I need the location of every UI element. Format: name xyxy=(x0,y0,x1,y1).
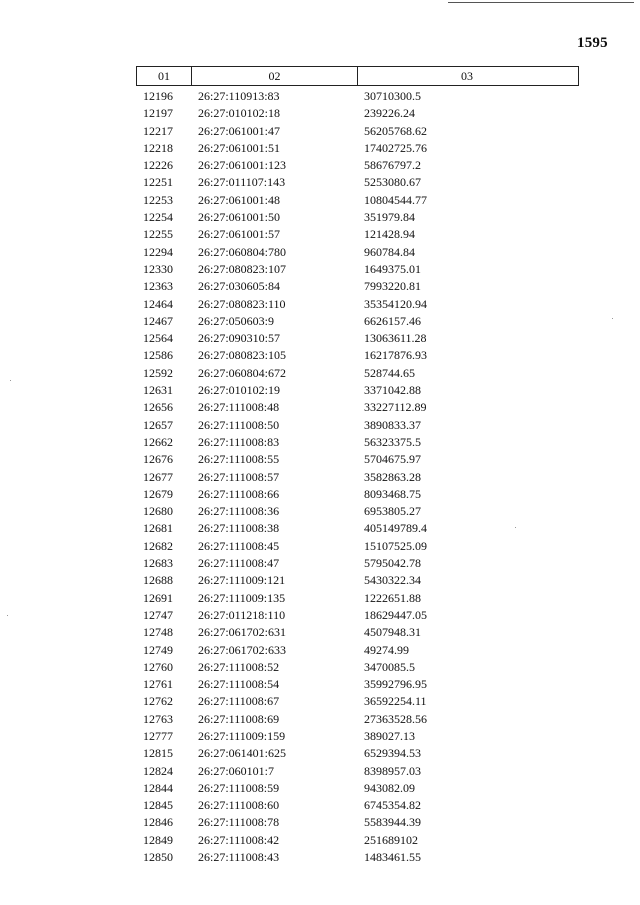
value: 121428.94 xyxy=(364,227,415,242)
cadastral-number: 26:27:061001:123 xyxy=(198,158,287,173)
table-row xyxy=(0,88,640,105)
cadastral-number: 26:27:111008:54 xyxy=(198,677,280,692)
cadastral-number: 26:27:061001:57 xyxy=(198,227,281,242)
value: 27363528.56 xyxy=(364,711,427,726)
scan-speck xyxy=(515,527,516,528)
value: 56323375.5 xyxy=(364,434,421,449)
row-id: 12683 xyxy=(143,556,173,571)
table-row xyxy=(0,659,640,676)
table-row xyxy=(0,347,640,364)
table-row xyxy=(0,330,640,347)
value: 943082.09 xyxy=(364,780,415,795)
cadastral-number: 26:27:061001:47 xyxy=(198,123,281,138)
value: 5704675.97 xyxy=(364,452,421,467)
cadastral-number: 26:27:111009:121 xyxy=(198,573,286,588)
value: 58676797.2 xyxy=(364,158,421,173)
table-row xyxy=(0,278,640,295)
cadastral-number: 26:27:111008:38 xyxy=(198,521,280,536)
value: 6745354.82 xyxy=(364,798,421,813)
row-id: 12196 xyxy=(143,89,173,103)
cadastral-number: 26:27:060101:7 xyxy=(198,763,275,778)
cadastral-number: 26:27:111008:47 xyxy=(198,556,280,571)
value: 16217876.93 xyxy=(364,348,427,363)
row-id: 12656 xyxy=(143,400,173,415)
table-row xyxy=(0,555,640,572)
cadastral-number: 26:27:060804:780 xyxy=(198,244,287,259)
value: 1222651.88 xyxy=(364,590,421,605)
row-id: 12850 xyxy=(143,850,173,865)
value: 3371042.88 xyxy=(364,383,421,398)
row-id: 12691 xyxy=(143,590,173,605)
table-row xyxy=(0,469,640,486)
top-rule xyxy=(448,2,634,3)
row-id: 12762 xyxy=(143,694,173,709)
table-row xyxy=(0,693,640,710)
value: 30710300.5 xyxy=(364,89,421,103)
row-id: 12564 xyxy=(143,331,173,346)
row-id: 12294 xyxy=(143,244,173,259)
cadastral-number: 26:27:050603:9 xyxy=(198,313,275,328)
value: 3470085.5 xyxy=(364,659,415,674)
cadastral-number: 26:27:111008:57 xyxy=(198,469,280,484)
row-id: 12251 xyxy=(143,175,173,190)
row-id: 12846 xyxy=(143,815,173,830)
cadastral-number: 26:27:111008:36 xyxy=(198,504,280,519)
row-id: 12226 xyxy=(143,158,173,173)
row-id: 12777 xyxy=(143,728,173,743)
value: 15107525.09 xyxy=(364,538,427,553)
cadastral-number: 26:27:111008:55 xyxy=(198,452,280,467)
row-id: 12748 xyxy=(143,625,173,640)
table-row xyxy=(0,849,640,866)
table-row xyxy=(0,797,640,814)
cadastral-number: 26:27:111008:83 xyxy=(198,434,280,449)
cadastral-number: 26:27:111008:50 xyxy=(198,417,280,432)
row-id: 12631 xyxy=(143,383,173,398)
value: 960784.84 xyxy=(364,244,415,259)
value: 3582863.28 xyxy=(364,469,421,484)
value: 13063611.28 xyxy=(364,331,427,346)
table-row xyxy=(0,313,640,330)
value: 405149789.4 xyxy=(364,521,427,536)
table-row xyxy=(0,486,640,503)
column-header-03: 03 xyxy=(461,69,473,83)
value: 49274.99 xyxy=(364,642,409,657)
row-id: 12467 xyxy=(143,313,173,328)
table-row xyxy=(0,676,640,693)
table-row xyxy=(0,261,640,278)
value: 10804544.77 xyxy=(364,192,427,207)
value: 1649375.01 xyxy=(364,261,421,276)
table-row xyxy=(0,572,640,589)
row-id: 12255 xyxy=(143,227,173,242)
table-row xyxy=(0,538,640,555)
table-row xyxy=(0,226,640,243)
value: 251689102 xyxy=(364,832,418,847)
row-id: 12681 xyxy=(143,521,173,536)
table-row xyxy=(0,814,640,831)
cadastral-number: 26:27:061702:633 xyxy=(198,642,287,657)
cadastral-number: 26:27:111008:42 xyxy=(198,832,280,847)
table-row xyxy=(0,607,640,624)
table-row xyxy=(0,123,640,140)
cadastral-number: 26:27:061401:625 xyxy=(198,746,287,761)
value: 35354120.94 xyxy=(364,296,427,311)
cadastral-number: 26:27:111008:45 xyxy=(198,538,280,553)
row-id: 12679 xyxy=(143,486,173,501)
table-row xyxy=(0,382,640,399)
value: 6529394.53 xyxy=(364,746,421,761)
cadastral-number: 26:27:061001:48 xyxy=(198,192,281,207)
table-row xyxy=(0,140,640,157)
scan-speck xyxy=(7,615,8,616)
row-id: 12747 xyxy=(143,607,173,622)
table-row xyxy=(0,399,640,416)
cadastral-number: 26:27:111008:43 xyxy=(198,850,280,865)
value: 7993220.81 xyxy=(364,279,421,294)
cadastral-number: 26:27:080823:107 xyxy=(198,261,287,276)
value: 6626157.46 xyxy=(364,313,421,328)
value: 1483461.55 xyxy=(364,850,421,865)
table-row xyxy=(0,451,640,468)
value: 17402725.76 xyxy=(364,140,427,155)
value: 389027.13 xyxy=(364,728,415,743)
value: 8093468.75 xyxy=(364,486,421,501)
row-id: 12749 xyxy=(143,642,173,657)
row-id: 12464 xyxy=(143,296,173,311)
value: 239226.24 xyxy=(364,106,415,121)
cadastral-number: 26:27:061001:50 xyxy=(198,210,281,225)
row-id: 12849 xyxy=(143,832,173,847)
table-row xyxy=(0,365,640,382)
value: 8398957.03 xyxy=(364,763,421,778)
row-id: 12253 xyxy=(143,192,173,207)
cadastral-number: 26:27:080823:105 xyxy=(198,348,287,363)
row-id: 12680 xyxy=(143,504,173,519)
cadastral-number: 26:27:111008:48 xyxy=(198,400,280,415)
row-id: 12363 xyxy=(143,279,173,294)
cadastral-number: 26:27:111008:52 xyxy=(198,659,280,674)
row-id: 12657 xyxy=(143,417,173,432)
table-row xyxy=(0,780,640,797)
row-id: 12844 xyxy=(143,780,173,795)
cadastral-number: 26:27:060804:672 xyxy=(198,365,287,380)
cadastral-number: 26:27:111008:59 xyxy=(198,780,280,795)
table-header xyxy=(136,66,579,86)
table-row xyxy=(0,590,640,607)
cadastral-number: 26:27:111009:159 xyxy=(198,728,286,743)
table-row xyxy=(0,642,640,659)
cadastral-number: 26:27:010102:19 xyxy=(198,383,281,398)
cadastral-number: 26:27:011107:143 xyxy=(198,175,286,190)
column-header-01: 01 xyxy=(158,69,170,83)
table-row xyxy=(0,192,640,209)
table-row xyxy=(0,296,640,313)
value: 5253080.67 xyxy=(364,175,421,190)
row-id: 12662 xyxy=(143,434,173,449)
cadastral-number: 26:27:110913:83 xyxy=(198,89,280,103)
table-row xyxy=(0,832,640,849)
row-id: 12676 xyxy=(143,452,173,467)
cadastral-number: 26:27:011218:110 xyxy=(198,607,286,622)
row-id: 12254 xyxy=(143,210,173,225)
value: 56205768.62 xyxy=(364,123,427,138)
cadastral-number: 26:27:111008:69 xyxy=(198,711,280,726)
value: 3890833.37 xyxy=(364,417,421,432)
row-id: 12815 xyxy=(143,746,173,761)
value: 36592254.11 xyxy=(364,694,427,709)
value: 5430322.34 xyxy=(364,573,421,588)
row-id: 12586 xyxy=(143,348,173,363)
row-id: 12760 xyxy=(143,659,173,674)
table-row xyxy=(0,434,640,451)
value: 5583944.39 xyxy=(364,815,421,830)
row-id: 12217 xyxy=(143,123,173,138)
scan-speck xyxy=(10,380,11,381)
table-row xyxy=(0,244,640,261)
table-row xyxy=(0,174,640,191)
scan-speck xyxy=(612,318,613,319)
cadastral-number: 26:27:111008:67 xyxy=(198,694,280,709)
value: 5795042.78 xyxy=(364,556,421,571)
column-header-02: 02 xyxy=(268,69,281,83)
table-row xyxy=(0,417,640,434)
value: 351979.84 xyxy=(364,210,415,225)
cadastral-number: 26:27:010102:18 xyxy=(198,106,281,121)
table-row xyxy=(0,209,640,226)
row-id: 12688 xyxy=(143,573,173,588)
page-number: 1595 xyxy=(577,35,608,51)
table-row xyxy=(0,624,640,641)
cadastral-number: 26:27:111008:78 xyxy=(198,815,280,830)
table-row xyxy=(0,157,640,174)
row-id: 12824 xyxy=(143,763,173,778)
value: 528744.65 xyxy=(364,365,415,380)
cadastral-number: 26:27:061702:631 xyxy=(198,625,287,640)
value: 6953805.27 xyxy=(364,504,421,519)
row-id: 12197 xyxy=(143,106,173,121)
cadastral-number: 26:27:030605:84 xyxy=(198,279,281,294)
row-id: 12763 xyxy=(143,711,173,726)
row-id: 12845 xyxy=(143,798,173,813)
cadastral-number: 26:27:080823:110 xyxy=(198,296,286,311)
table-body xyxy=(0,88,640,866)
row-id: 12218 xyxy=(143,140,173,155)
value: 35992796.95 xyxy=(364,677,427,692)
value: 4507948.31 xyxy=(364,625,421,640)
row-id: 12592 xyxy=(143,365,173,380)
row-id: 12761 xyxy=(143,677,173,692)
row-id: 12330 xyxy=(143,261,173,276)
table-row xyxy=(0,728,640,745)
row-id: 12682 xyxy=(143,538,173,553)
value: 18629447.05 xyxy=(364,607,427,622)
table-row xyxy=(0,763,640,780)
table-row xyxy=(0,711,640,728)
row-id: 12677 xyxy=(143,469,173,484)
cadastral-number: 26:27:061001:51 xyxy=(198,140,281,155)
table-row xyxy=(0,105,640,122)
cadastral-number: 26:27:111009:135 xyxy=(198,590,286,605)
table-row xyxy=(0,503,640,520)
table-row xyxy=(0,745,640,762)
cadastral-number: 26:27:090310:57 xyxy=(198,331,281,346)
cadastral-number: 26:27:111008:66 xyxy=(198,486,280,501)
cadastral-number: 26:27:111008:60 xyxy=(198,798,280,813)
value: 33227112.89 xyxy=(364,400,427,415)
table-row xyxy=(0,520,640,537)
